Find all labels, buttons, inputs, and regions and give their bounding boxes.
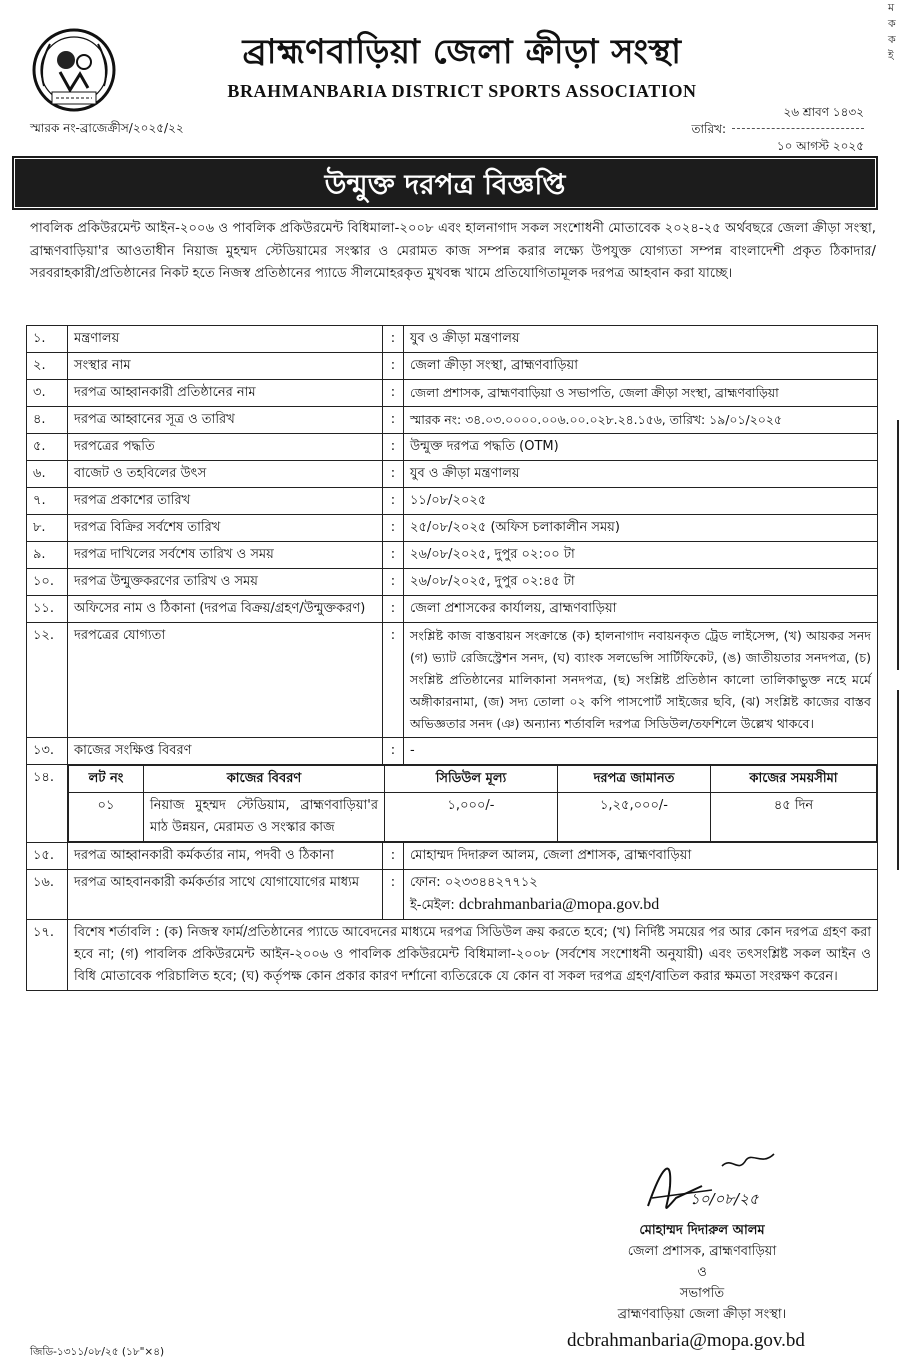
row-number: ৮.: [27, 515, 68, 542]
row-value: মোহাম্মদ দিদারুল আলম, জেলা প্রশাসক, ব্রাহ্মণবাড়িয়া: [404, 843, 878, 870]
table-row: [27, 542, 878, 569]
row-value: জেলা প্রশাসকের কার্যালয়, ব্রাহ্মণবাড়িয়া: [404, 596, 878, 623]
contact-phone: ফোন: ০২৩৩৪৪২৭৭১২: [410, 875, 538, 890]
tender-notice: [12, 8, 878, 1366]
lot-schedule-price: ১,০০০/-: [385, 793, 558, 842]
row-number: ১৬.: [27, 870, 68, 920]
row-value: -: [404, 738, 878, 765]
row-colon: :: [383, 569, 404, 596]
row-number: ৫.: [27, 434, 68, 461]
row-value: জেলা প্রশাসক, ব্রাহ্মণবাড়িয়া ও সভাপতি, জেলা ক্রীড়া সংস্থা, ব্রাহ্মণবাড়িয়া: [404, 380, 878, 407]
row-colon: :: [383, 843, 404, 870]
signatory-conjunction: ও: [697, 1265, 707, 1280]
table-row: [27, 843, 878, 870]
row-colon: :: [383, 434, 404, 461]
row-value: ২৬/০৮/২০২৫, দুপুর ০২:৪৫ টা: [404, 569, 878, 596]
row-number: ১.: [27, 326, 68, 353]
row-number: ১৪.: [27, 765, 68, 843]
intro-paragraph: পাবলিক প্রকিউরমেন্ট আইন-২০০৬ ও পাবলিক প্রকিউরমেন্ট বিধিমালা-২০০৮ এবং হালনাগাদ সকল সংশোধনী মোতাবেক ২০২৪-২৫ অর্থবছরে জেলা ক্রীড়া সংস্থা, ব্রাহ্মণবাড়িয়া'র আওতাধীন নিয়াজ মুহম্মদ স্টেডিয়ামের সংস্কার ও মেরামত কাজ সম্পন্ন করার লক্ষ্যে উপযুক্ত যোগ্যতা সম্পন্ন বাংলাদেশী প্রকৃত ঠিকাদার/সরবরাহকারী/প্রতিষ্ঠানের নিকট হতে নিজস্ব প্রতিষ্ঠানের প্যাডে সীলমোহরকৃত মুখবন্ধ খামে প্রতিযোগিতামূলক দরপত্র আহবান করা যাচ্ছে।: [30, 221, 876, 281]
gd-code: জিডি-১৩১১/০৮/২৫ (১৮"×৪): [30, 1346, 165, 1358]
lot-header: সিডিউল মূল্য: [385, 766, 558, 793]
lot-security: ১,২৫,০০০/-: [558, 793, 711, 842]
row-label: দরপত্র আহবানকারী কর্মকর্তার সাথে যোগাযোগের মাধ্যম: [68, 870, 383, 920]
row-number: ২.: [27, 353, 68, 380]
edge-char: ক: [888, 33, 896, 46]
row-label: দরপত্র আহ্বানকারী কর্মকর্তার নাম, পদবী ও ঠিকানা: [68, 843, 383, 870]
email-label: ই-মেইল:: [410, 898, 455, 913]
notice-banner: [12, 156, 878, 210]
date-english: ১০ আগস্ট ২০২৫: [776, 139, 864, 153]
row-number: ১০.: [27, 569, 68, 596]
row-label: দরপত্রের যোগ্যতা: [68, 623, 383, 738]
row-label: অফিসের নাম ও ঠিকানা (দরপত্র বিক্রয়/গ্রহণ/উন্মুক্তকরণ): [68, 596, 383, 623]
row-label: দরপত্রের পদ্ধতি: [68, 434, 383, 461]
tender-details-table: [26, 325, 878, 991]
signatory-organization: ব্রাহ্মণবাড়িয়া জেলা ক্রীড়া সংস্থা।: [617, 1307, 787, 1322]
row-colon: :: [383, 738, 404, 765]
row-number: ১৫.: [27, 843, 68, 870]
row-number: ১৭.: [27, 920, 68, 991]
row-colon: :: [383, 461, 404, 488]
signatory-name: মোহাম্মদ দিদারুল আলম: [639, 1223, 765, 1238]
row-number: ১১.: [27, 596, 68, 623]
row-colon: :: [383, 326, 404, 353]
lot-number: ০১: [69, 793, 144, 842]
signature: [642, 1146, 792, 1226]
date-label: তারিখ:: [691, 122, 726, 136]
organization-title-bangla: ব্রাহ্মণবাড়িয়া জেলা ক্রীড়া সংস্থা: [242, 32, 682, 72]
lot-header: দরপত্র জামানত: [558, 766, 711, 793]
row-value: ২৬/০৮/২০২৫, দুপুর ০২:০০ টা: [404, 542, 878, 569]
row-label: দরপত্র বিক্রির সর্বশেষ তারিখ: [68, 515, 383, 542]
row-number: ৪.: [27, 407, 68, 434]
row-colon: :: [383, 488, 404, 515]
sports-association-logo: [30, 26, 118, 118]
table-row: [27, 738, 878, 765]
table-row: [27, 353, 878, 380]
row-label: দরপত্র দাখিলের সর্বশেষ তারিখ ও সময়: [68, 542, 383, 569]
row-number: ৭.: [27, 488, 68, 515]
table-row: [27, 461, 878, 488]
row-value: ১১/০৮/২০২৫: [404, 488, 878, 515]
lot-header-row: [69, 766, 877, 793]
special-conditions: বিশেষ শর্তাবলি : (ক) নিজস্ব ফার্ম/প্রতিষ্ঠানের প্যাডে আবেদনের মাধ্যমে দরপত্র সিডিউল ক্রয় করতে হবে; (খ) নির্দিষ্ট সময়ের পর আর কোন দরপত্র গ্রহণ করা হবে না; (গ) পাবলিক প্রকিউরমেন্ট আইন-২০০৬ ও পাবলিক প্রকিউরমেন্ট বিধিমালা-২০০৮ (সর্বশেষ সংশোধনী অনুযায়ী) এবং তৎসংশ্লিষ্ট সকল আইন ও বিধি মোতাবেক পরিচালিত হবে; (ঘ) কর্তৃপক্ষ কোন প্রকার কারণ দর্শানো ব্যতিরেকে যে কোন বা সকল দরপত্র গ্রহণ/বাতিল করার ক্ষমতা সংরক্ষণ করেন।: [68, 920, 878, 991]
table-row: [27, 596, 878, 623]
row-colon: :: [383, 542, 404, 569]
row-label: দরপত্র উন্মুক্তকরণের তারিখ ও সময়: [68, 569, 383, 596]
row-value: জেলা ক্রীড়া সংস্থা, ব্রাহ্মণবাড়িয়া: [404, 353, 878, 380]
row-label: বাজেট ও তহবিলের উৎস: [68, 461, 383, 488]
row-colon: :: [383, 353, 404, 380]
row-label: কাজের সংক্ষিপ্ত বিবরণ: [68, 738, 383, 765]
row-number: ১২.: [27, 623, 68, 738]
table-row: [27, 623, 878, 738]
table-row: [27, 488, 878, 515]
table-row: [27, 870, 878, 920]
date-divider: [732, 128, 864, 129]
signature-date: ১০/০৮/২৫: [690, 1190, 759, 1208]
row-label: দরপত্র আহ্বানকারী প্রতিষ্ঠানের নাম: [68, 380, 383, 407]
row-value: উন্মুক্ত দরপত্র পদ্ধতি (OTM): [404, 434, 878, 461]
row-colon: :: [383, 623, 404, 738]
lot-header: কাজের সময়সীমা: [711, 766, 877, 793]
organization-title-english: BRAHMANBARIA DISTRICT SPORTS ASSOCIATION: [227, 81, 697, 101]
memo-number: স্মারক নং-ব্রাজেক্রীস/২০২৫/২২: [30, 121, 184, 135]
column-divider: [897, 690, 899, 870]
row-value: ২৫/০৮/২০২৫ (অফিস চলাকালীন সময়): [404, 515, 878, 542]
row-number: ১৩.: [27, 738, 68, 765]
column-divider: [897, 420, 899, 670]
lot-description: নিয়াজ মুহম্মদ স্টেডিয়াম, ব্রাহ্মণবাড়িয়া'র মাঠ উন্নয়ন, মেরামত ও সংস্কার কাজ: [144, 793, 385, 842]
table-row: [27, 765, 878, 843]
table-row: [27, 569, 878, 596]
row-value: যুব ও ক্রীড়া মন্ত্রণালয়: [404, 461, 878, 488]
contact-cell: [404, 870, 878, 920]
adjacent-page-edge: [888, 0, 907, 120]
lot-row: [69, 793, 877, 842]
table-row: [27, 380, 878, 407]
contact-email: dcbrahmanbaria@mopa.gov.bd: [458, 896, 660, 913]
edge-char: ক: [888, 17, 896, 30]
table-row: [27, 407, 878, 434]
date-block: [692, 104, 864, 155]
lot-table-cell: [68, 765, 878, 843]
row-number: ৯.: [27, 542, 68, 569]
signatory-title: সভাপতি: [679, 1286, 725, 1301]
table-row: [27, 326, 878, 353]
lot-header: কাজের বিবরণ: [144, 766, 385, 793]
row-label: দরপত্র প্রকাশের তারিখ: [68, 488, 383, 515]
date-bangla: ২৬ শ্রাবণ ১৪৩২: [783, 105, 864, 119]
row-colon: :: [383, 380, 404, 407]
row-colon: :: [383, 870, 404, 920]
lot-table: [68, 765, 877, 842]
row-colon: :: [383, 515, 404, 542]
lot-duration: ৪৫ দিন: [711, 793, 877, 842]
signatory-designation: জেলা প্রশাসক, ব্রাহ্মণবাড়িয়া: [627, 1244, 777, 1259]
table-row: [27, 515, 878, 542]
row-label: সংস্থার নাম: [68, 353, 383, 380]
lot-header: লট নং: [69, 766, 144, 793]
row-number: ৬.: [27, 461, 68, 488]
notice-title: উন্মুক্ত দরপত্র বিজ্ঞপ্তি: [324, 168, 566, 201]
row-label: দরপত্র আহ্বানের সূত্র ও তারিখ: [68, 407, 383, 434]
row-value: সংশ্লিষ্ট কাজ বাস্তবায়ন সংক্রান্তে (ক) হালনাগাদ নবায়নকৃত ট্রেড লাইসেন্স, (খ) আয়কর সনদ (গ) ভ্যাট রেজিস্ট্রেশন সনদ, (ঘ) ব্যাংক সলভেন্সি সার্টিফিকেট, (ঙ) জাতীয়তার সনদপত্র, (চ) সংশ্লিষ্ট প্রতিষ্ঠানের মালিকানা সনদপত্র, (ছ) সংশ্লিষ্ট প্রতিষ্ঠান কালো তালিকাভুক্ত নহে মর্মে অঙ্গীকারনামা, (জ) সদ্য তোলা ০২ কপি পাসপোর্ট সাইজের ছবি, (ঝ) সংশ্লিষ্ট কাজের বাস্তব অভিজ্ঞতার সনদ (ঞ) অন্যান্য শর্তাবলি দরপত্র সিডিউল/তফশিলে উল্লেখ থাকবে।: [404, 623, 878, 738]
edge-char: ম: [888, 1, 895, 14]
row-label: মন্ত্রণালয়: [68, 326, 383, 353]
row-value: যুব ও ক্রীড়া মন্ত্রণালয়: [404, 326, 878, 353]
signatory-block: [532, 1220, 872, 1325]
edge-char: ই: [888, 49, 894, 62]
row-value: স্মারক নং: ৩৪.০৩.০০০০.০০৬.০০.০২৮.২৪.১৫৬, তারিখ: ১৯/০১/২০২৫: [404, 407, 878, 434]
footer-email: dcbrahmanbaria@mopa.gov.bd: [567, 1330, 805, 1351]
table-row: [27, 920, 878, 991]
row-colon: :: [383, 596, 404, 623]
table-row: [27, 434, 878, 461]
row-number: ৩.: [27, 380, 68, 407]
row-colon: :: [383, 407, 404, 434]
